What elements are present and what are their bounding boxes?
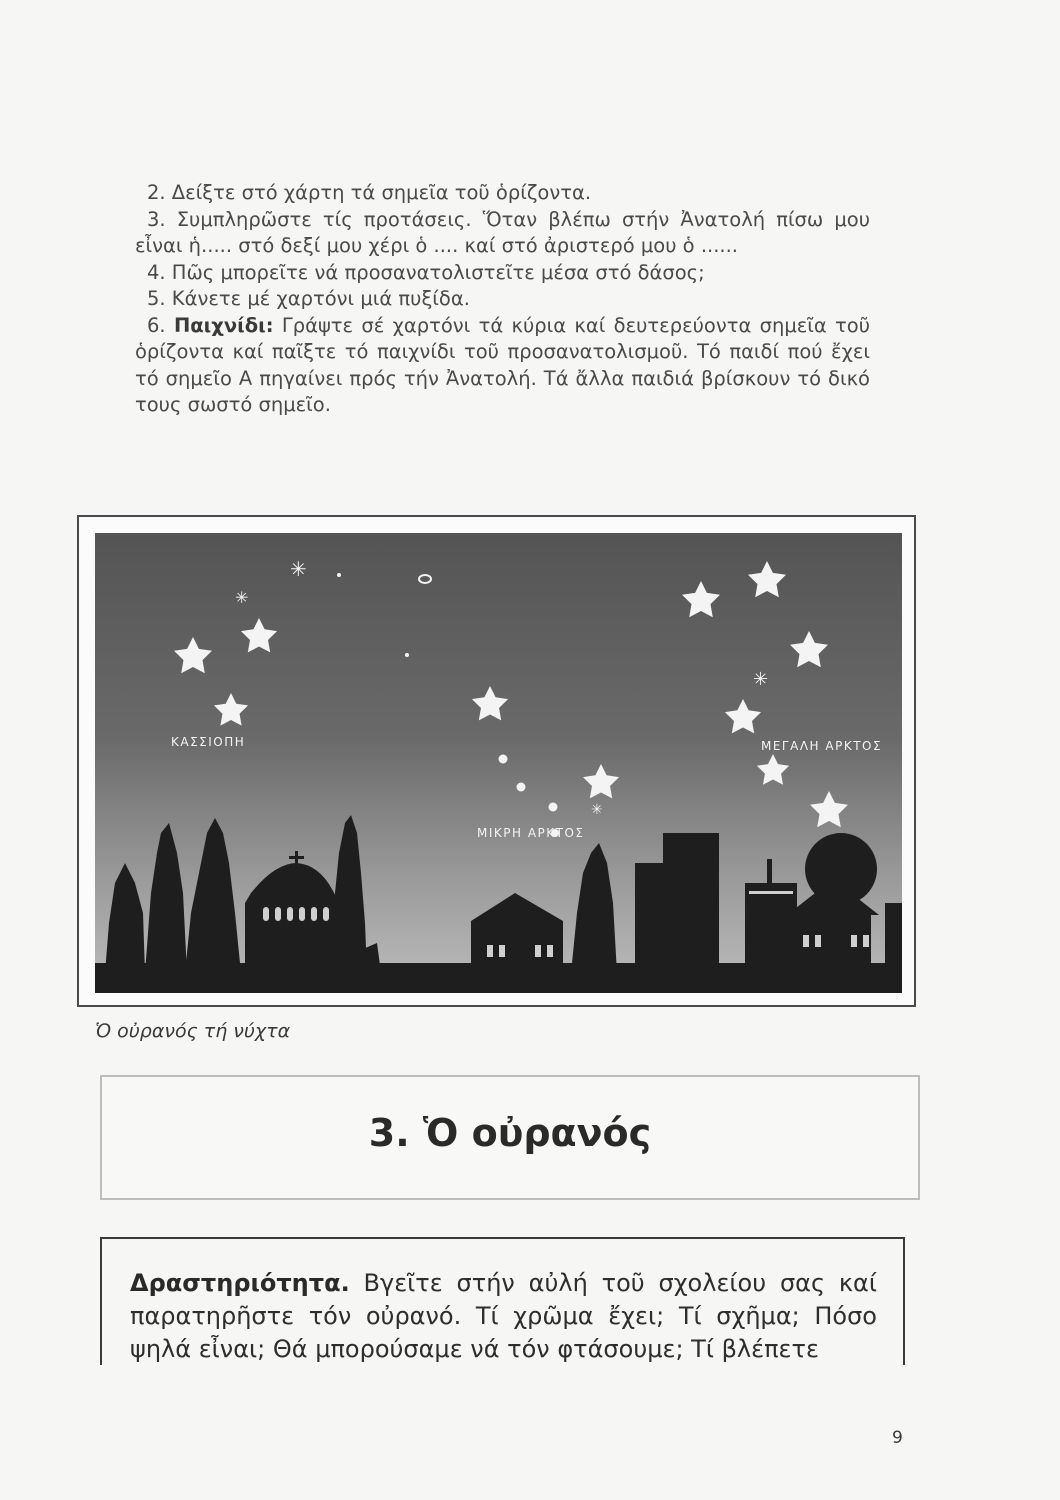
church-cross <box>289 856 304 859</box>
activity-box <box>100 1237 905 1365</box>
activity-paragraph <box>130 1267 877 1366</box>
exercise-6-number: 6. <box>147 313 166 337</box>
exercise-3: 3. Συμπληρῶστε τίς προτάσεις. Ὅταν βλέπω στήν Ἀνατολή πίσω μου εἶναι ἡ..... στό δεξί μου χέρι ὁ .... καί στό ἀριστερό μου ὁ ...... <box>135 207 870 257</box>
star-icon: ✳ <box>290 557 307 581</box>
star-icon: ✳ <box>753 669 769 690</box>
exercise-6 <box>135 313 870 419</box>
star-dot <box>499 755 508 764</box>
exercise-6-label: Παιχνίδι: <box>173 313 274 337</box>
figure-caption: Ὁ οὐρανός τή νύχτα <box>95 1020 291 1042</box>
star-dot <box>549 803 558 812</box>
building-silhouette <box>663 833 719 973</box>
night-sky-illustration <box>95 533 902 993</box>
star-icon: ✳ <box>591 802 603 818</box>
label-cassiopeia: ΚΑΣΣΙΟΠΗ <box>171 735 246 749</box>
night-sky-figure <box>77 515 916 1007</box>
star-dot <box>405 653 409 657</box>
label-little-bear: ΜΙΚΡΗ ΑΡΚΤΟΣ <box>477 826 585 840</box>
building-antenna <box>767 859 772 885</box>
page-number: 9 <box>892 1428 903 1448</box>
exercise-4: 4. Πῶς μπορεῖτε νά προσανατολιστεῖτε μέσα στό δάσος; <box>147 260 705 284</box>
star-icon: ✳ <box>235 588 249 607</box>
label-great-bear: ΜΕΓΑΛΗ ΑΡΚΤΟΣ <box>761 739 883 753</box>
building-silhouette <box>885 903 902 973</box>
exercise-list <box>135 180 870 419</box>
star-dot <box>337 573 341 577</box>
building-silhouette <box>745 883 797 973</box>
star-dot <box>517 783 526 792</box>
exercise-5: 5. Κάνετε μέ χαρτόνι μιά πυξίδα. <box>147 287 470 310</box>
exercise-6-text: Γράψτε σέ χαρτόνι τά κύρια καί δευτερεύοντα σημεῖα τοῦ ὁρίζοντα καί παῖξτε τό παιχνίδι τοῦ προσανατολισμοῦ. Τό παιδί πού ἔχει τό σημεῖο Α πηγαίνει πρός τήν Ἀνατολή. Τά ἄλλα παιδιά βρίσκουν τό δικό τους σωστό σημεῖο. <box>135 313 871 416</box>
section-title: 3. Ὁ οὐρανός <box>368 1111 652 1155</box>
activity-text: Βγεῖτε στήν αὐλή τοῦ σχολείου σας καί παρατηρῆστε τόν οὐρανό. Τί χρῶμα ἔχει; Τί σχῆμα; Πόσο ψηλά εἶναι; Θά μπορούσαμε νά τόν φτάσουμε; Τί βλέπετε <box>130 1269 877 1363</box>
activity-label: Δραστηριότητα. <box>130 1269 350 1297</box>
exercise-2: 2. Δείξτε στό χάρτη τά σημεῖα τοῦ ὁρίζοντα. <box>147 181 592 204</box>
tree-trunk <box>837 893 845 933</box>
section-heading-box <box>100 1075 920 1200</box>
